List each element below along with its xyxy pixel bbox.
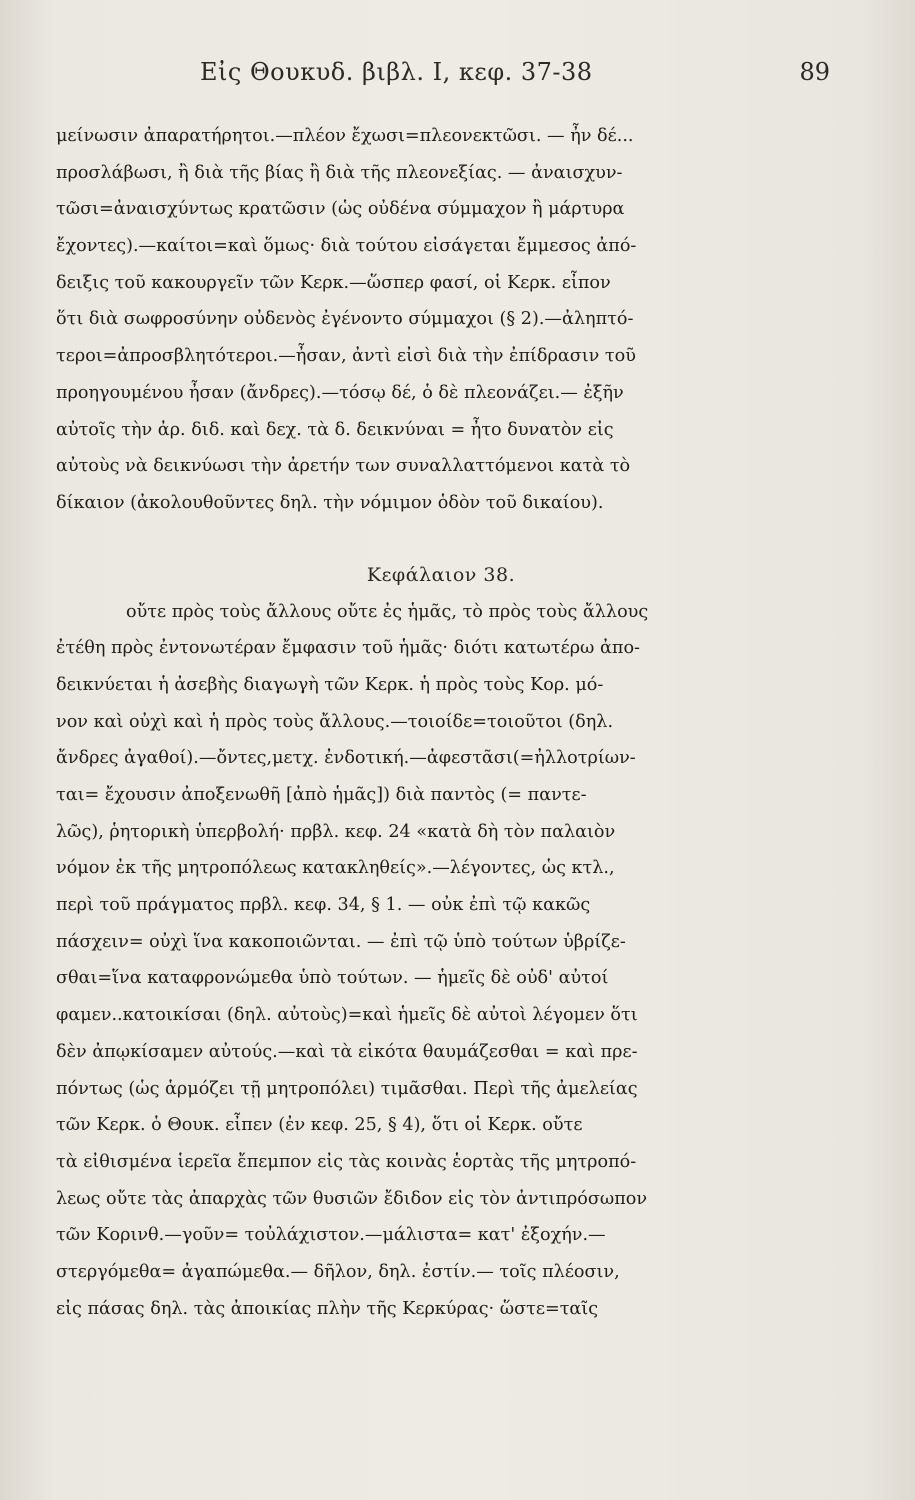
text-line: νον καὶ οὐχὶ καὶ ἡ πρὸς τοὺς ἄλλους.—τοιοίδε=τοιοῦτοι (δηλ. <box>56 711 614 732</box>
text-line: ἔχοντες).—καίτοι=καὶ ὅμως· διὰ τούτου εἰσάγεται ἔμμεσος ἀπό- <box>56 236 637 257</box>
text-line: λεως οὔτε τὰς ἀπαρχὰς τῶν θυσιῶν ἔδιδον εἰς τὸν ἀντιπρόσωπον <box>56 1188 648 1209</box>
text-line: προσλάβωσι, ἢ διὰ τῆς βίας ἢ διὰ τῆς πλεονεξίας. — ἀναισχυν- <box>56 162 623 183</box>
text-line: πόντως (ὡς ἁρμόζει τῇ μητροπόλει) τιμᾶσθαι. Περὶ τῆς ἀμελείας <box>56 1078 638 1099</box>
text-line: στεργόμεθα= ἀγαπώμεθα.— δῆλον, δηλ. ἐστίν.— τοῖς πλέοσιν, <box>56 1261 620 1282</box>
text-line: τὰ εἰθισμένα ἱερεῖα ἔπεμπον εἰς τὰς κοινὰς ἑορτὰς τῆς μητροπό- <box>56 1151 637 1172</box>
text-line: ται= ἔχουσιν ἀποξενωθῆ [ἀπὸ ἡμᾶς]) διὰ παντὸς (= παντε- <box>56 785 587 805</box>
text-line: αὐτοὺς νὰ δεικνύωσι τὴν ἀρετήν των συναλλαττόμενοι κατὰ τὸ <box>56 456 631 477</box>
section-spacer <box>56 522 826 556</box>
text-line: δίκαιον (ἀκολουθοῦντες δηλ. τὴν νόμιμον ὁδὸν τοῦ δικαίου). <box>56 492 604 513</box>
text-line: αὐτοῖς τὴν ἀρ. διδ. καὶ δεχ. τὰ δ. δεικνύναι = ἦτο δυνατὸν εἰς <box>56 419 614 440</box>
text-line: τῶσι=ἀναισχύντως κρατῶσιν (ὡς οὐδένα σύμμαχον ἢ μάρτυρα <box>56 199 625 220</box>
text-line: δὲν ἀπῳκίσαμεν αὐτούς.—καὶ τὰ εἰκότα θαυμάζεσθαι = καὶ πρε- <box>56 1041 638 1062</box>
page-header <box>60 58 830 98</box>
text-line: τῶν Κορινθ.—γοῦν= τοὐλάχιστον.—μάλιστα= κατ' ἐξοχήν.— <box>56 1225 606 1246</box>
text-line: φαμεν..κατοικίσαι (δηλ. αὐτοὺς)=καὶ ἡμεῖς δὲ αὐτοὶ λέγομεν ὅτι <box>56 1005 638 1026</box>
text-line: πάσχειν= οὐχὶ ἵνα κακοποιῶνται. — ἐπὶ τῷ ὑπὸ τούτων ὑβρίζε- <box>56 931 626 952</box>
text-line: ἐτέθη πρὸς ἐντονωτέραν ἔμφασιν τοῦ ἡμᾶς· διότι κατωτέρω ἀπο- <box>56 638 640 659</box>
chapter-heading: Κεφάλαιον 38. <box>366 563 516 586</box>
text-line: μείνωσιν ἀπαρατήρητοι.—πλέον ἔχωσι=πλεονεκτῶσι. — ἦν δέ... <box>56 126 634 146</box>
text-line: τῶν Κερκ. ὁ Θουκ. εἶπεν (ἐν κεφ. 25, § 4), ὅτι οἱ Κερκ. οὔτε <box>56 1115 583 1136</box>
text-line: περὶ τοῦ πράγματος πρβλ. κεφ. 34, § 1. — οὐκ ἐπὶ τῷ κακῶς <box>56 895 591 916</box>
text-line: εἰς πάσας δηλ. τὰς ἀποικίας πλὴν τῆς Κερκύρας· ὥστε=ταῖς <box>56 1298 599 1319</box>
text-line: νόμον ἐκ τῆς μητροπόλεως κατακληθείς».—λέγοντες, ὡς κτλ., <box>56 858 615 879</box>
text-line: ὅτι διὰ σωφροσύνην οὐδενὸς ἐγένοντο σύμμαχοι (§ 2).—ἀληπτό- <box>56 309 634 330</box>
page-body <box>56 118 826 1327</box>
text-line: προηγουμένου ἦσαν (ἄνδρες).—τόσῳ δέ, ὁ δὲ πλεονάζει.— ἐξῆν <box>56 382 624 403</box>
text-line: λῶς), ῥητορικὴ ὑπερβολή· πρβλ. κεφ. 24 «κατὰ δὴ τὸν παλαιὸν <box>56 821 616 842</box>
text-line: δεικνύεται ἡ ἀσεβὴς διαγωγὴ τῶν Κερκ. ἡ πρὸς τοὺς Κορ. μό- <box>56 674 604 695</box>
text-line: οὔτε πρὸς τοὺς ἄλλους οὔτε ἐς ἡμᾶς, τὸ πρὸς τοὺς ἄλλους <box>126 601 649 622</box>
text-line: τεροι=ἀπροσβλητότεροι.—ἦσαν, ἀντὶ εἰσὶ διὰ τὴν ἐπίδρασιν τοῦ <box>56 346 636 367</box>
commentary-chapter-38 <box>56 594 826 1328</box>
page-number: 89 <box>799 58 830 86</box>
text-line: ἄνδρες ἀγαθοί).—ὄντες,μετχ. ἐνδοτική.—ἀφεστᾶσι(=ἠλλοτρίων- <box>56 748 636 769</box>
commentary-chapter-37 <box>56 118 826 522</box>
text-line: δειξις τοῦ κακουργεῖν τῶν Κερκ.—ὥσπερ φασί, οἱ Κερκ. εἶπον <box>56 272 611 293</box>
running-title: Εἰς Θουκυδ. βιβλ. I, κεφ. 37-38 <box>200 58 593 86</box>
text-line: σθαι=ἵνα καταφρονώμεθα ὑπὸ τούτων. — ἡμεῖς δὲ οὐδ' αὐτοί <box>56 968 609 989</box>
